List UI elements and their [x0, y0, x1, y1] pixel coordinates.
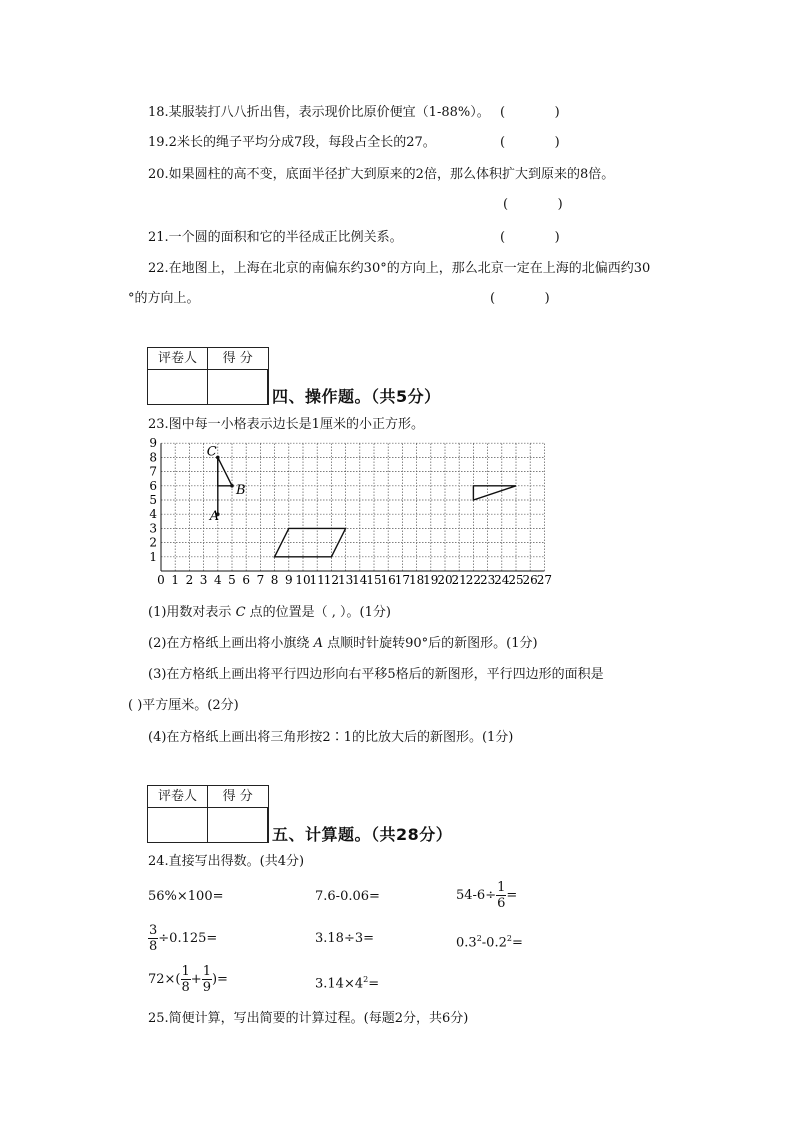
x-tick-label: 5: [228, 573, 236, 587]
y-tick-label: 9: [149, 436, 157, 451]
score-cell[interactable]: [208, 370, 269, 405]
calc6-exp-a: 2: [476, 934, 482, 943]
x-tick-label: 16: [380, 573, 396, 587]
calc6-exp-b: 2: [506, 934, 512, 943]
x-tick-label: 10: [295, 573, 311, 587]
x-tick-label: 19: [423, 573, 439, 587]
x-tick-label: 7: [256, 573, 265, 587]
fraction-denominator: 6: [497, 896, 506, 911]
sub-question-2: [148, 635, 538, 653]
answer-paren-19[interactable]: ( ): [500, 135, 560, 150]
grader-cell[interactable]: [148, 370, 208, 405]
x-tick-label: 1: [171, 573, 180, 587]
y-tick-label: 6: [149, 478, 157, 493]
sub2-var-a: A: [313, 636, 323, 651]
grid-axes: [161, 443, 544, 571]
triangle-shape: [473, 486, 516, 500]
question-25: 25.简便计算，写出简要的计算过程。(每题2分，共6分): [148, 1011, 469, 1026]
fraction-denominator: 8: [149, 939, 158, 954]
point-label-a: A: [209, 509, 220, 525]
x-tick-label: 13: [337, 573, 354, 587]
calc7-post: )=: [211, 972, 228, 987]
calc7-plus: +: [190, 972, 202, 987]
question-19: 19.2米长的绳子平均分成7段，每段占全长的27。: [148, 135, 436, 150]
score-table-section5: [147, 785, 269, 843]
x-tick-label: 17: [394, 573, 411, 587]
calc-item-5: 3.18÷3=: [315, 931, 375, 946]
fraction-denominator: 9: [202, 980, 211, 995]
calc-item-1: 56%×100=: [148, 889, 224, 904]
question-18: 18.某服装打八八折出售，表示现价比原价便宜（1-88%）。: [148, 105, 490, 120]
sub-question-3-line2: ( )平方厘米。(2分): [128, 698, 239, 713]
y-tick-label: 3: [149, 521, 157, 536]
fraction-numerator: 3: [149, 923, 158, 938]
calc-item-8: [315, 971, 379, 993]
y-tick-label: 1: [149, 549, 157, 564]
calc-item-4: [148, 921, 217, 957]
x-tick-label: 25: [508, 573, 524, 587]
x-tick-label: 21: [451, 573, 467, 587]
answer-paren-18[interactable]: ( ): [500, 105, 560, 120]
calc8-pre: 3.14×4: [315, 976, 364, 992]
calc3-post: =: [506, 888, 518, 903]
calc7-pre: 72×(: [148, 972, 181, 987]
fraction: [181, 964, 191, 995]
fraction-numerator: 1: [202, 964, 211, 979]
fraction: [202, 964, 212, 995]
x-tick-label: 27: [536, 573, 553, 587]
sub1-var-c: C: [235, 605, 246, 620]
calc-item-6: [456, 930, 523, 952]
x-tick-label: 12: [323, 573, 340, 587]
point-label-c: C: [206, 444, 217, 460]
question-23: 23.图中每一小格表示边长是1厘米的小正方形。: [148, 417, 424, 432]
fraction-numerator: 1: [497, 880, 506, 895]
answer-paren-21[interactable]: ( ): [500, 230, 560, 245]
calc3-pre: 54-6÷: [456, 888, 497, 903]
calc8-post: =: [368, 976, 380, 992]
x-tick-label: 24: [494, 573, 510, 587]
question-20: 20.如果圆柱的高不变，底面半径扩大到原来的2倍，那么体积扩大到原来的8倍。: [148, 167, 615, 182]
x-tick-label: 26: [522, 573, 538, 587]
x-tick-label: 2: [185, 573, 194, 587]
section4-title: 四、操作题。（共5分）: [272, 387, 441, 406]
y-tick-label: 2: [149, 535, 157, 550]
fraction-denominator: 8: [181, 980, 190, 995]
calc6-b: -0.2: [481, 935, 507, 951]
fraction: [496, 880, 506, 911]
score-header: 得 分: [208, 786, 269, 808]
y-tick-label: 7: [149, 464, 157, 479]
grader-header: 评卷人: [148, 348, 208, 370]
sub1-text-b: 点的位置是（ , ）。(1分): [245, 605, 391, 620]
point-b: [230, 484, 234, 488]
x-tick-label: 6: [242, 573, 251, 587]
x-tick-label: 3: [199, 573, 208, 587]
calc6-a: 0.3: [456, 935, 477, 951]
calc6-post: =: [511, 935, 523, 951]
fraction-numerator: 1: [181, 964, 190, 979]
calc8-exp: 2: [363, 975, 369, 984]
x-tick-label: 20: [437, 573, 453, 587]
flag-triangle: [218, 457, 232, 485]
grid-shapes: [207, 444, 516, 556]
x-tick-label: 9: [284, 573, 293, 587]
question-21: 21.一个圆的面积和它的半径成正比例关系。: [148, 230, 403, 245]
x-tick-label: 22: [465, 573, 482, 587]
score-header: 得 分: [208, 348, 269, 370]
x-tick-label: 4: [213, 573, 222, 587]
question-22-line1: 22.在地图上，上海在北京的南偏东约30°的方向上，那么北京一定在上海的北偏西约30: [148, 261, 651, 276]
x-tick-label: 0: [157, 573, 165, 587]
fraction: [148, 923, 158, 954]
answer-paren-20[interactable]: ( ): [503, 197, 563, 212]
question-22-line2: °的方向上。: [128, 291, 200, 306]
question-24: 24.直接写出得数。(共4分): [148, 854, 305, 869]
x-tick-label: 11: [309, 573, 325, 587]
sub2-text-a: (2)在方格纸上画出将小旗绕: [148, 636, 314, 651]
sub-question-4: (4)在方格纸上画出将三角形按2∶1的比放大后的新图形。(1分): [148, 730, 514, 745]
calc4-post: ÷0.125=: [158, 931, 218, 946]
y-tick-label: 8: [149, 450, 157, 465]
x-tick-label: 15: [366, 573, 382, 587]
grid-lines: [161, 443, 544, 571]
point-label-b: B: [236, 482, 246, 498]
sub1-text-a: (1)用数对表示: [148, 605, 236, 620]
x-tick-label: 14: [352, 573, 368, 587]
calc-item-3: [456, 878, 517, 914]
score-table-section4: [147, 347, 269, 405]
sub-question-1: [148, 604, 391, 622]
score-cell[interactable]: [208, 808, 269, 843]
x-tick-label: 8: [270, 573, 279, 587]
calc-item-7: [148, 962, 228, 998]
sub2-text-b: 点顺时针旋转90°后的新图形。(1分): [322, 636, 538, 651]
section5-title: 五、计算题。（共28分）: [272, 825, 453, 844]
x-tick-label: 23: [479, 573, 496, 587]
grader-header: 评卷人: [148, 786, 208, 808]
y-tick-label: 5: [149, 493, 157, 507]
coordinate-grid: [146, 436, 553, 589]
calc-item-2: 7.6-0.06=: [315, 889, 380, 904]
sub-question-3-line1: (3)在方格纸上画出将平行四边形向右平移5格后的新图形，平行四边形的面积是: [148, 667, 604, 682]
y-tick-label: 4: [149, 507, 157, 522]
grader-cell[interactable]: [148, 808, 208, 843]
x-tick-label: 18: [408, 573, 425, 587]
answer-paren-22[interactable]: ( ): [490, 291, 550, 306]
